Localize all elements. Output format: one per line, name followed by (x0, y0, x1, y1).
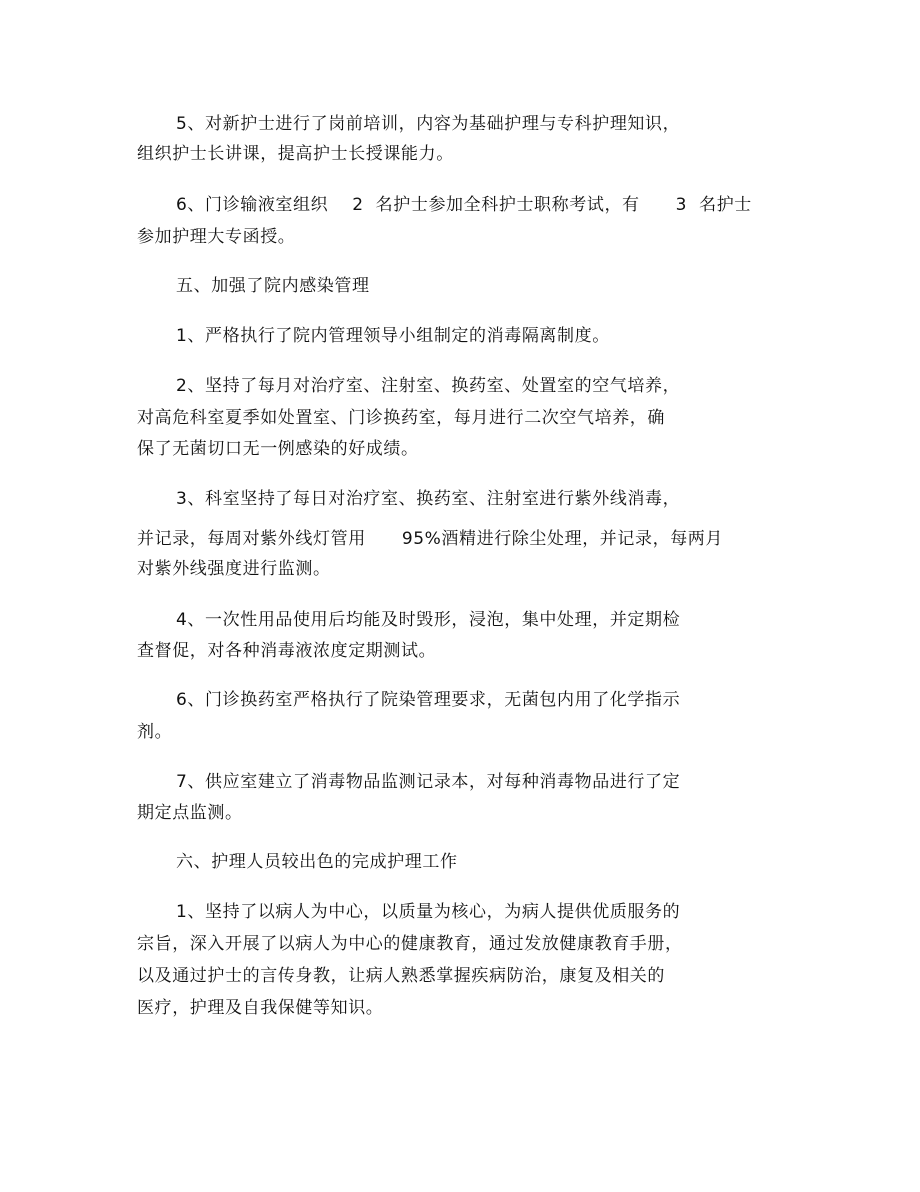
para-exam-line-1: 6、门诊输液室组织 2 名护士参加全科护士职称考试，有 3 名护士 (176, 195, 752, 215)
infection-item-2-line-1: 2、坚持了每月对治疗室、注射室、换药室、处置室的空气培养， (176, 376, 681, 396)
infection-item-6-line-2: 剂。 (137, 722, 173, 742)
infection-item-6-line-1: 6、门诊换药室严格执行了院染管理要求，无菌包内用了化学指示 (176, 690, 681, 710)
nursing-item-1-line-2: 宗旨，深入开展了以病人为中心的健康教育，通过发放健康教育手册， (137, 934, 683, 954)
para-exam-line-2: 参加护理大专函授。 (137, 227, 296, 247)
para-train-line-1: 5、对新护士进行了岗前培训，内容为基础护理与专科护理知识， (176, 114, 681, 134)
nursing-item-1-line-4: 医疗，护理及自我保健等知识。 (137, 998, 384, 1018)
infection-item-7-line-1: 7、供应室建立了消毒物品监测记录本，对每种消毒物品进行了定 (176, 772, 681, 792)
infection-item-3-line-1: 3、科室坚持了每日对治疗室、换药室、注射室进行紫外线消毒， (176, 489, 681, 509)
infection-item-2-line-3: 保了无菌切口无一例感染的好成绩。 (137, 439, 419, 459)
infection-item-3-line-2: 并记录，每周对紫外线灯管用 95%酒精进行除尘处理，并记录，每两月 (137, 529, 724, 549)
section-heading-nursing: 六、护理人员较出色的完成护理工作 (176, 852, 458, 872)
infection-item-2-line-2: 对高危科室夏季如处置室、门诊换药室，每月进行二次空气培养，确 (137, 408, 665, 428)
nursing-item-1-line-3: 以及通过护士的言传身教，让病人熟悉掌握疾病防治，康复及相关的 (137, 966, 665, 986)
infection-item-4-line-1: 4、一次性用品使用后均能及时毁形，浸泡，集中处理，并定期检 (176, 610, 681, 630)
para-train-line-2: 组织护士长讲课，提高护士长授课能力。 (137, 144, 454, 164)
infection-item-7-line-2: 期定点监测。 (137, 803, 243, 823)
section-heading-infection: 五、加强了院内感染管理 (176, 276, 370, 296)
infection-item-3-line-3: 对紫外线强度进行监测。 (137, 559, 331, 579)
nursing-item-1-line-1: 1、坚持了以病人为中心，以质量为核心，为病人提供优质服务的 (176, 902, 681, 922)
infection-item-1-line-1: 1、严格执行了院内管理领导小组制定的消毒隔离制度。 (176, 326, 610, 346)
infection-item-4-line-2: 查督促，对各种消毒液浓度定期测试。 (137, 641, 437, 661)
